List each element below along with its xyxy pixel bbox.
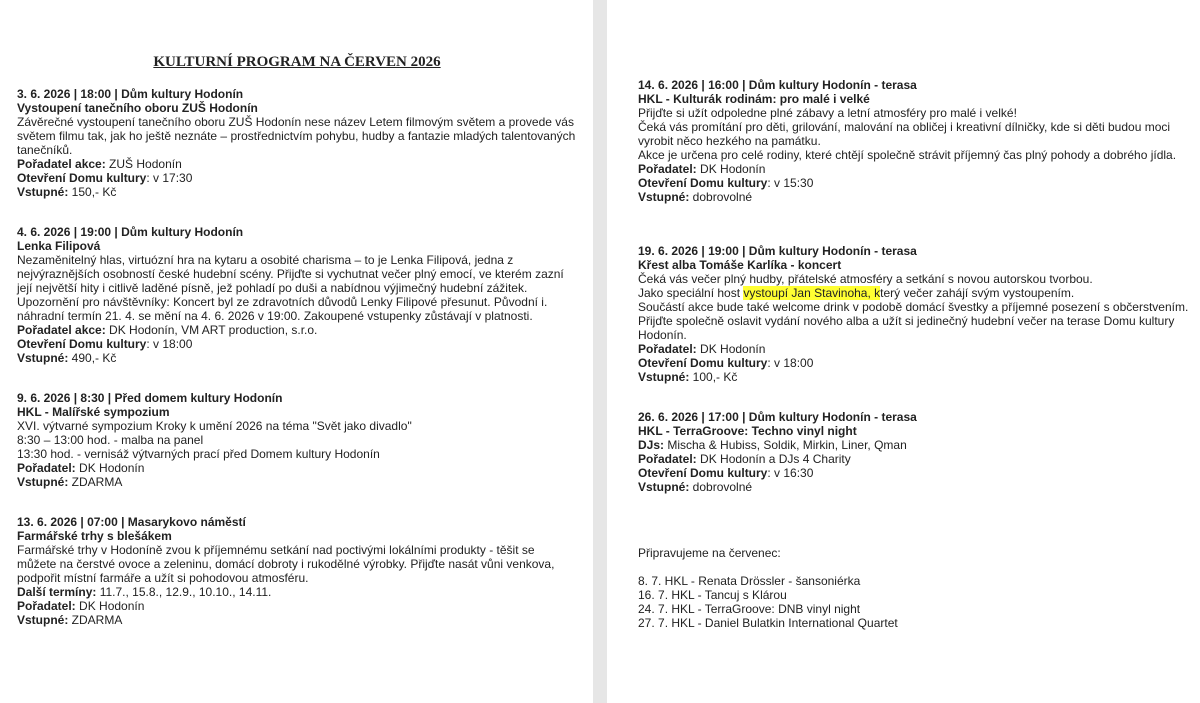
event-subtitle: HKL - Kulturák rodinám: pro malé i velké — [638, 92, 870, 106]
event-jun13 — [17, 515, 577, 627]
event-description-line: 8:30 – 13:00 hod. - malba na panel — [17, 433, 204, 447]
event-admission: Vstupné: 490,- Kč — [17, 351, 117, 365]
event-guest-line: Jako speciální host vystoupí Jan Stavinoha, který večer zahájí svým vystoupením. — [638, 286, 1075, 300]
document-page-left — [0, 0, 593, 703]
document-page-right — [607, 0, 1200, 703]
event-opening: Otevření Domu kultury: v 18:00 — [638, 356, 814, 370]
event-header: 26. 6. 2026 | 17:00 | Dům kultury Hodonín - terasa — [638, 410, 917, 424]
highlighted-text: vystoupí Jan Stavinoha, k — [743, 286, 881, 300]
event-admission: Vstupné: ZDARMA — [17, 475, 123, 489]
event-organizer: Pořadatel akce: DK Hodonín, VM ART production, s.r.o. — [17, 323, 318, 337]
left-column — [17, 0, 577, 653]
event-subtitle: Lenka Filipová — [17, 239, 101, 253]
event-organizer: Pořadatel: DK Hodonín — [17, 461, 145, 475]
event-organizer: Pořadatel: DK Hodonín a DJs 4 Charity — [638, 452, 851, 466]
event-organizer: Pořadatel: DK Hodonín — [638, 162, 766, 176]
event-more-dates: Další termíny: 11.7., 15.8., 12.9., 10.10., 14.11. — [17, 585, 272, 599]
event-header: 4. 6. 2026 | 19:00 | Dům kultury Hodonín — [17, 225, 244, 239]
event-description: Závěrečné vystoupení tanečního oboru ZUŠ Hodonín nese název Letem filmovým světem a provede vás světem filmu tak, jak ho ještě neznáte – prostřednictvím pohybu, hudby a fantazie mladých talentovaných tanečníků. — [17, 115, 576, 157]
page-title: KULTURNÍ PROGRAM NA ČERVEN 2026 — [153, 54, 441, 70]
event-description: Součástí akce bude také welcome drink v podobě domácí švestky a příjemné posezení s občerstvením. Přijďte společně oslavit vydání nového alba a užít si jedinečný hudební večer na terase Domu kultury Hodonín. — [638, 300, 1189, 342]
event-description-line: Přijďte si užít odpoledne plné zábavy a letní atmosféry pro malé i velké! — [638, 106, 1017, 120]
event-admission: Vstupné: dobrovolné — [638, 480, 753, 494]
event-admission: Vstupné: 100,- Kč — [638, 370, 738, 384]
event-djs: DJs: Mischa & Hubiss, Soldik, Mirkin, Liner, Qman — [638, 438, 907, 452]
event-admission: Vstupné: ZDARMA — [17, 613, 123, 627]
event-header: 13. 6. 2026 | 07:00 | Masarykovo náměstí — [17, 515, 246, 529]
event-subtitle: Farmářské trhy s blešákem — [17, 529, 172, 543]
event-admission: Vstupné: dobrovolné — [638, 190, 753, 204]
event-jun3 — [17, 87, 577, 199]
upcoming-july — [638, 546, 1198, 630]
event-organizer: Pořadatel: DK Hodonín — [638, 342, 766, 356]
event-description-line: 13:30 hod. - vernisáž výtvarných prací před Domem kultury Hodonín — [17, 447, 380, 461]
event-jun26 — [638, 410, 1198, 494]
right-column — [638, 0, 1198, 630]
event-subtitle: Vystoupení tanečního oboru ZUŠ Hodonín — [17, 101, 258, 115]
event-description: Čeká vás večer plný hudby, přátelské atmosféry a setkání s novou autorskou tvorbou. — [638, 272, 1093, 286]
event-subtitle: Křest alba Tomáše Karlíka - koncert — [638, 258, 842, 272]
event-opening: Otevření Domu kultury: v 17:30 — [17, 171, 193, 185]
event-description-line: XVI. výtvarné sympozium Kroky k umění 2026 na téma "Svět jako divadlo" — [17, 419, 412, 433]
event-header: 3. 6. 2026 | 18:00 | Dům kultury Hodonín — [17, 87, 244, 101]
event-description: Nezaměnitelný hlas, virtuózní hra na kytaru a osobité charisma – to je Lenka Filipová, jedna z nejvýraznějších osobností české hudební scény. Přijďte si vychutnat večer plný emocí, ve kterém zazní její největší hity i citlivě laděné písně, jež pohladí po duši a nabídnou výjimečný hudební zážitek. — [17, 253, 564, 295]
event-admission: Vstupné: 150,- Kč — [17, 185, 117, 199]
event-organizer: Pořadatel: DK Hodonín — [17, 599, 145, 613]
event-jun19 — [638, 244, 1198, 384]
event-opening: Otevření Domu kultury: v 15:30 — [638, 176, 814, 190]
event-jun14 — [638, 78, 1198, 204]
event-header: 19. 6. 2026 | 19:00 | Dům kultury Hodonín - terasa — [638, 244, 917, 258]
event-opening: Otevření Domu kultury: v 18:00 — [17, 337, 193, 351]
event-description-line: Akce je určena pro celé rodiny, které chtějí společně strávit příjemný čas plný pohody a dobrého jídla. — [638, 148, 1177, 162]
event-subtitle: HKL - TerraGroove: Techno vinyl night — [638, 424, 857, 438]
upcoming-heading: Připravujeme na červenec: — [638, 546, 781, 560]
upcoming-item: 8. 7. HKL - Renata Drössler - šansoniérka — [638, 574, 861, 588]
event-jun4 — [17, 225, 577, 365]
event-organizer: Pořadatel akce: ZUŠ Hodonín — [17, 157, 182, 171]
upcoming-item: 24. 7. HKL - TerraGroove: DNB vinyl night — [638, 602, 861, 616]
upcoming-item: 27. 7. HKL - Daniel Bulatkin International Quartet — [638, 616, 898, 630]
event-notice: Upozornění pro návštěvníky: Koncert byl ze zdravotních důvodů Lenky Filipové přesunut. Původní i. náhradní termín 21. 4. se mění na 4. 6. 2026 v 19:00. Zakoupené vstupenky zůstávají v platnosti. — [17, 295, 548, 323]
page-gutter — [593, 0, 607, 703]
event-description: Farmářské trhy v Hodoníně zvou k příjemnému setkání nad poctivými lokálními produkty - těšit se můžete na čerstvé ovoce a zeleninu, domácí dobroty i rukodělné výrobky. Přijďte nasát vůni venkova, podpořit místní farmáře a užít si pohodovou atmosféru. — [17, 543, 555, 585]
event-jun9 — [17, 391, 577, 489]
event-opening: Otevření Domu kultury: v 16:30 — [638, 466, 814, 480]
upcoming-item: 16. 7. HKL - Tancuj s Klárou — [638, 588, 787, 602]
event-description-line: Čeká vás promítání pro děti, grilování, malování na obličej i kreativní dílničky, kde si děti budou moci vyrobit něco hezkého na památku. — [638, 120, 1171, 148]
event-header: 14. 6. 2026 | 16:00 | Dům kultury Hodonín - terasa — [638, 78, 917, 92]
event-header: 9. 6. 2026 | 8:30 | Před domem kultury Hodonín — [17, 391, 283, 405]
event-subtitle: HKL - Malířské sympozium — [17, 405, 170, 419]
